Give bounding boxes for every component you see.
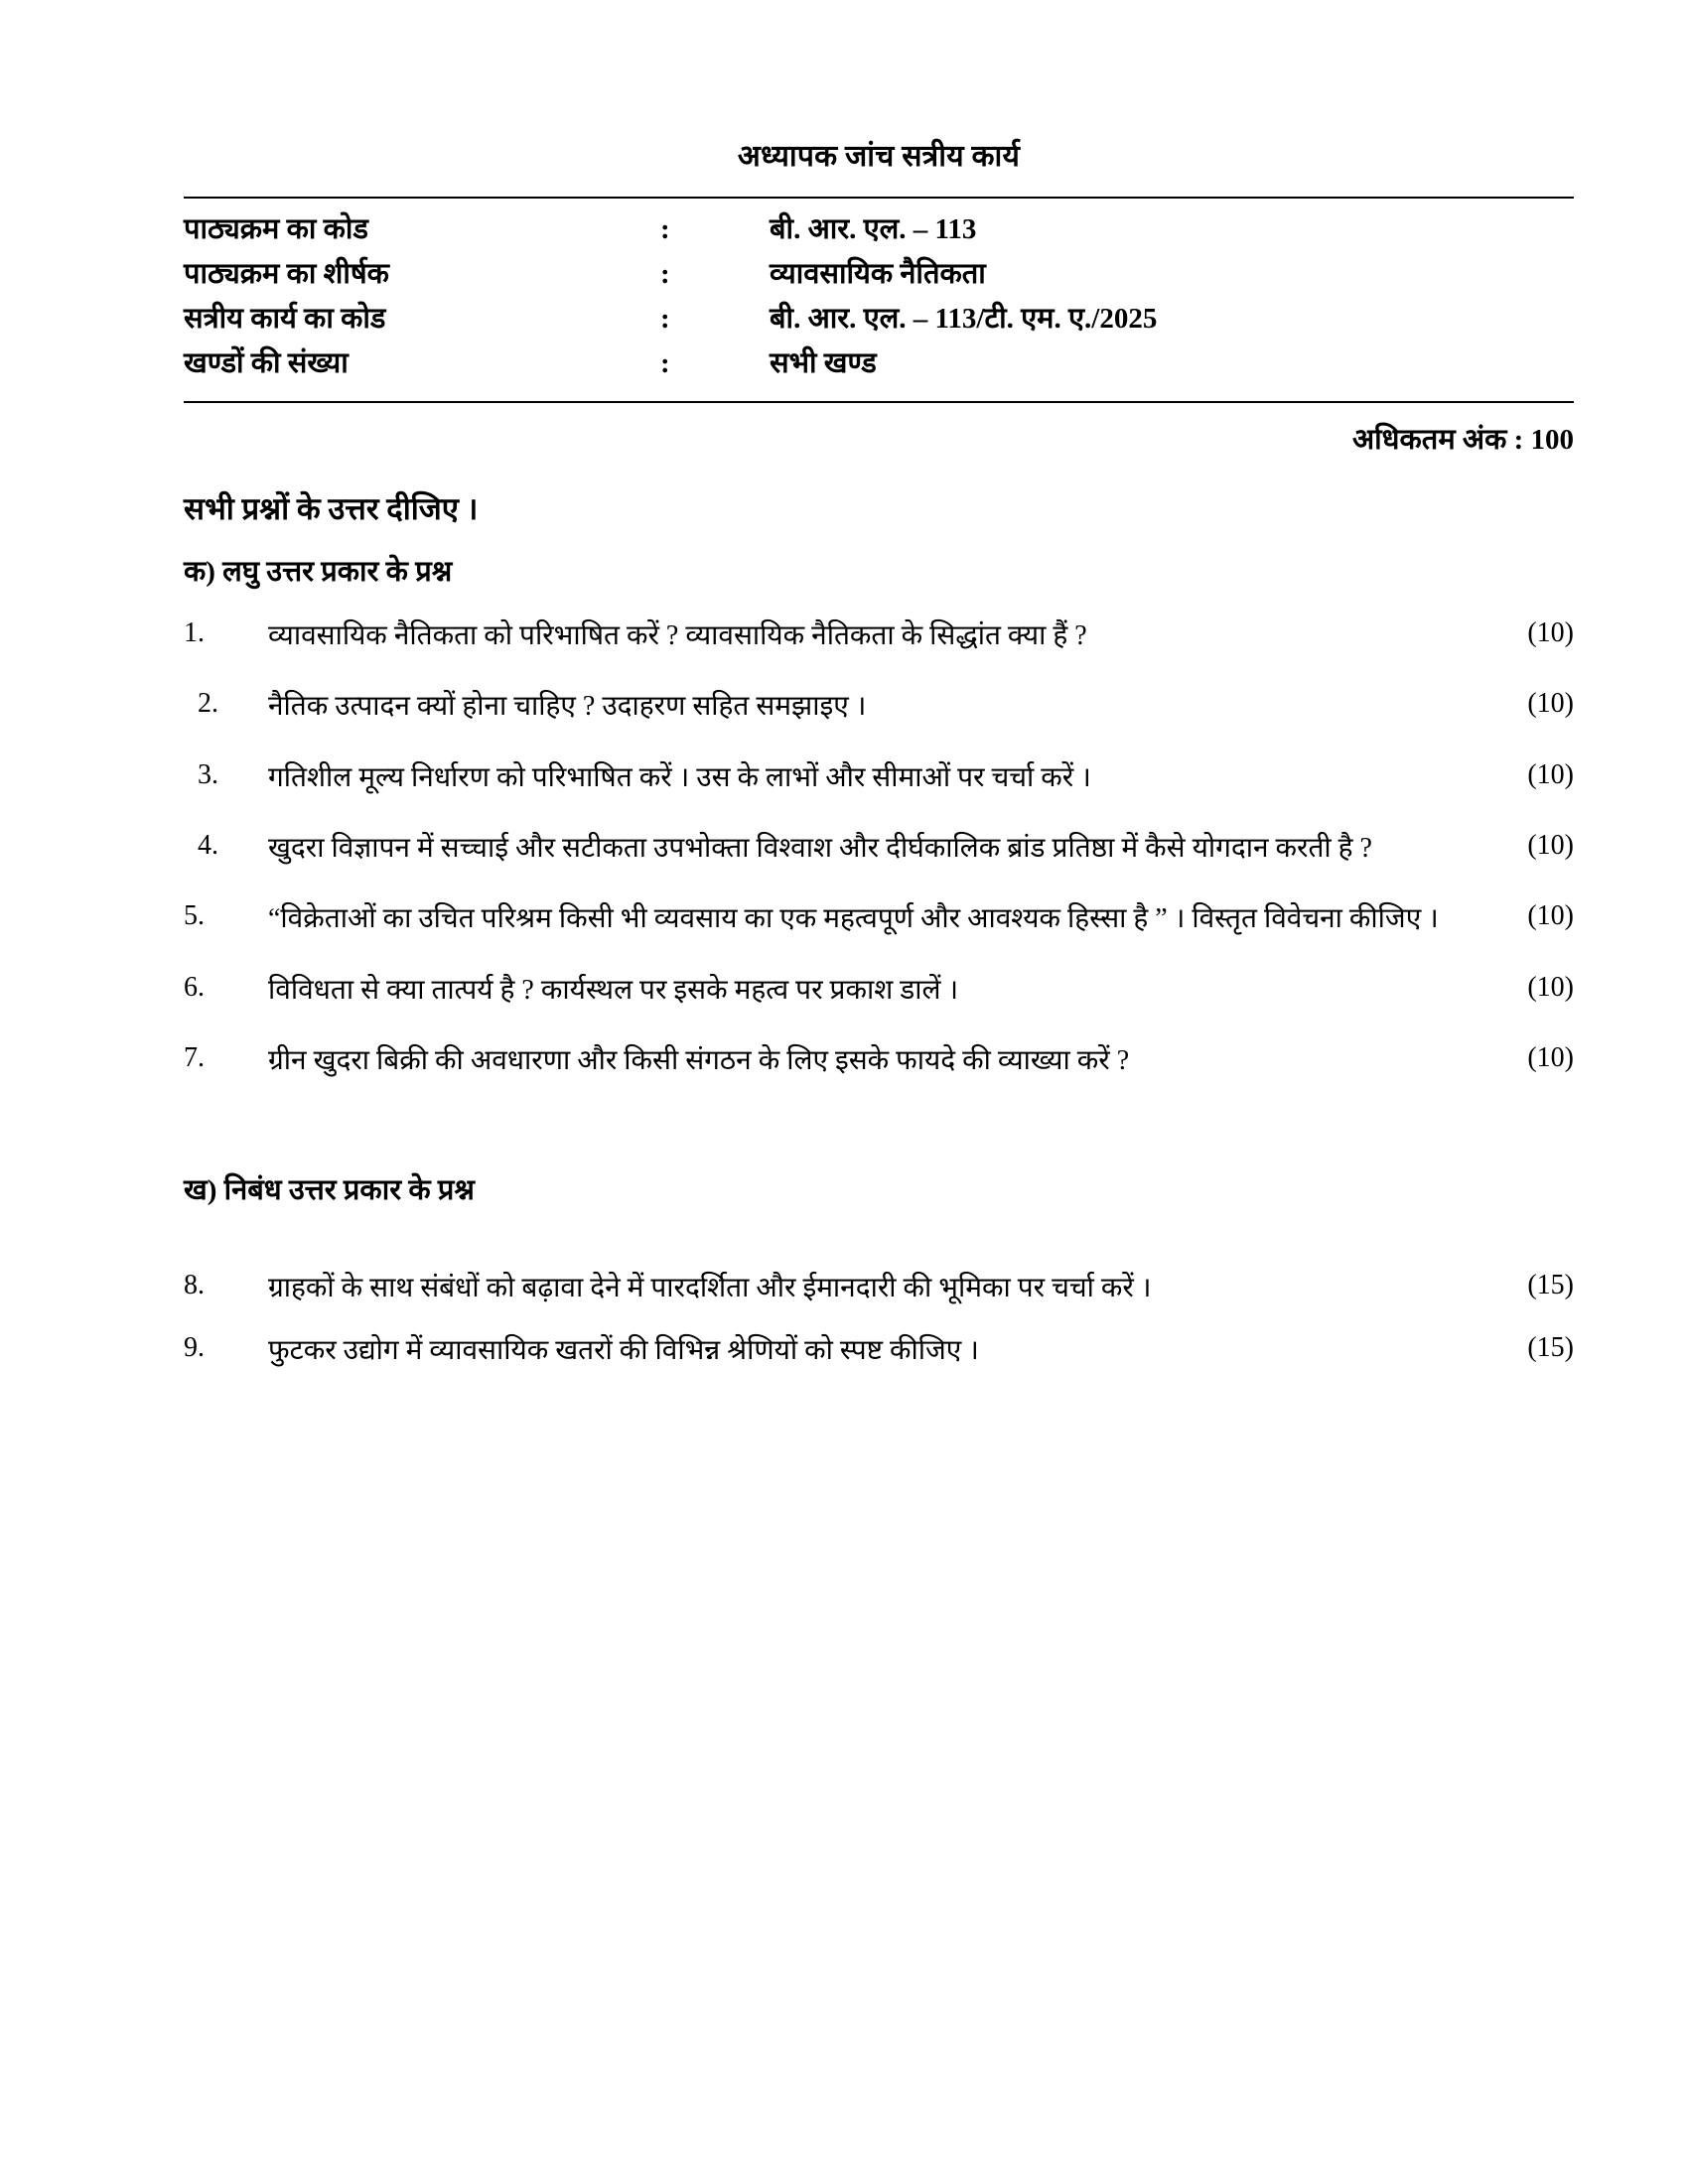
question-number: 9. <box>184 1331 205 1363</box>
question-item <box>184 1328 1574 1373</box>
question-text: फुटकर उद्योग में व्यावसायिक खतरों की विभिन्न श्रेणियों को स्पष्ट कीजिए । <box>268 1334 979 1366</box>
section-b-question-list <box>184 1266 1574 1374</box>
question-item <box>184 968 1574 1013</box>
meta-value-block-count: सभी खण्ड <box>770 347 877 379</box>
meta-label-course-code: पाठ्यक्रम का कोड <box>184 213 368 245</box>
document-content <box>184 0 1574 1391</box>
question-number: 3. <box>198 758 218 790</box>
question-number: 4. <box>198 830 218 862</box>
question-item <box>184 1266 1574 1310</box>
question-marks: (15) <box>1527 1331 1574 1363</box>
question-text: ग्रीन खुदरा बिक्री की अवधारणा और किसी संगठन के लिए इसके फायदे की व्याख्या करें ? <box>268 1045 1130 1077</box>
question-marks: (10) <box>1527 971 1574 1003</box>
table-row <box>184 298 1574 342</box>
question-number: 7. <box>184 1042 205 1074</box>
meta-value-course-code: बी. आर. एल. – 113 <box>770 213 977 245</box>
meta-value-assignment-code: बी. आर. एल. – 113/टी. एम. ए./2025 <box>770 303 1158 335</box>
meta-label-assignment-code: सत्रीय कार्य का कोड <box>184 303 386 335</box>
question-text: खुदरा विज्ञापन में सच्चाई और सटीकता उपभोक्ता विश्वाश और दीर्घकालिक ब्रांड प्रतिष्ठा में कैसे योगदान करती है ? <box>268 833 1372 865</box>
meta-colon: : <box>660 347 670 379</box>
question-item <box>184 614 1574 658</box>
question-marks: (15) <box>1527 1269 1574 1300</box>
question-text: गतिशील मूल्य निर्धारण को परिभाषित करें । उस के लाभों और सीमाओं पर चर्चा करें । <box>268 761 1091 793</box>
maximum-marks: अधिकतम अंक : 100 <box>1352 424 1574 456</box>
meta-value-course-title: व्यावसायिक नैतिकता <box>770 258 986 290</box>
question-number: 6. <box>184 971 205 1003</box>
question-number: 5. <box>184 900 205 932</box>
page-title: अध्यापक जांच सत्रीय कार्य <box>737 140 1021 173</box>
section-a-heading: क) लघु उत्तर प्रकार के प्रश्न <box>184 556 453 588</box>
meta-label-block-count: खण्डों की संख्या <box>184 347 349 379</box>
question-item <box>184 684 1574 729</box>
question-text: नैतिक उत्पादन क्यों होना चाहिए ? उदाहरण सहित समझाइए । <box>268 691 867 723</box>
meta-colon: : <box>660 213 670 245</box>
header-divider-bottom <box>184 401 1574 403</box>
question-text: विविधता से क्या तात्पर्य है ? कार्यस्थल पर इसके महत्व पर प्रकाश डालें । <box>268 974 959 1006</box>
question-text: व्यावसायिक नैतिकता को परिभाषित करें ? व्यावसायिक नैतिकता के सिद्धांत क्या हैं ? <box>268 620 1087 651</box>
question-marks: (10) <box>1527 688 1574 720</box>
question-number: 1. <box>184 617 205 648</box>
question-number: 8. <box>184 1269 205 1300</box>
question-text: “विक्रेताओं का उचित परिश्रम किसी भी व्यवसाय का एक महत्वपूर्ण और आवश्यक हिस्सा है ” । विस्तृत विवेचना कीजिए । <box>268 903 1439 935</box>
meta-colon: : <box>660 258 670 290</box>
question-item <box>184 1038 1574 1083</box>
table-row <box>184 342 1574 387</box>
question-marks: (10) <box>1527 830 1574 862</box>
section-b-heading: ख) निबंध उत्तर प्रकार के प्रश्न <box>184 1173 475 1206</box>
question-marks: (10) <box>1527 900 1574 932</box>
question-marks: (10) <box>1527 617 1574 648</box>
question-item <box>184 896 1574 941</box>
question-number: 2. <box>198 688 218 720</box>
table-row <box>184 253 1574 298</box>
meta-colon: : <box>660 303 670 335</box>
header-divider-top <box>184 197 1574 199</box>
question-item <box>184 826 1574 871</box>
section-a-question-list <box>184 614 1574 1084</box>
question-text: ग्राहकों के साथ संबंधों को बढ़ावा देने में पारदर्शिता और ईमानदारी की भूमिका पर चर्चा करें । <box>268 1272 1152 1303</box>
question-marks: (10) <box>1527 1042 1574 1074</box>
table-row <box>184 208 1574 253</box>
meta-label-course-title: पाठ्यक्रम का शीर्षक <box>184 258 389 290</box>
course-meta-table <box>184 208 1574 387</box>
question-marks: (10) <box>1527 758 1574 790</box>
question-item <box>184 755 1574 800</box>
general-instruction: सभी प्रश्नों के उत्तर दीजिए । <box>184 491 479 526</box>
